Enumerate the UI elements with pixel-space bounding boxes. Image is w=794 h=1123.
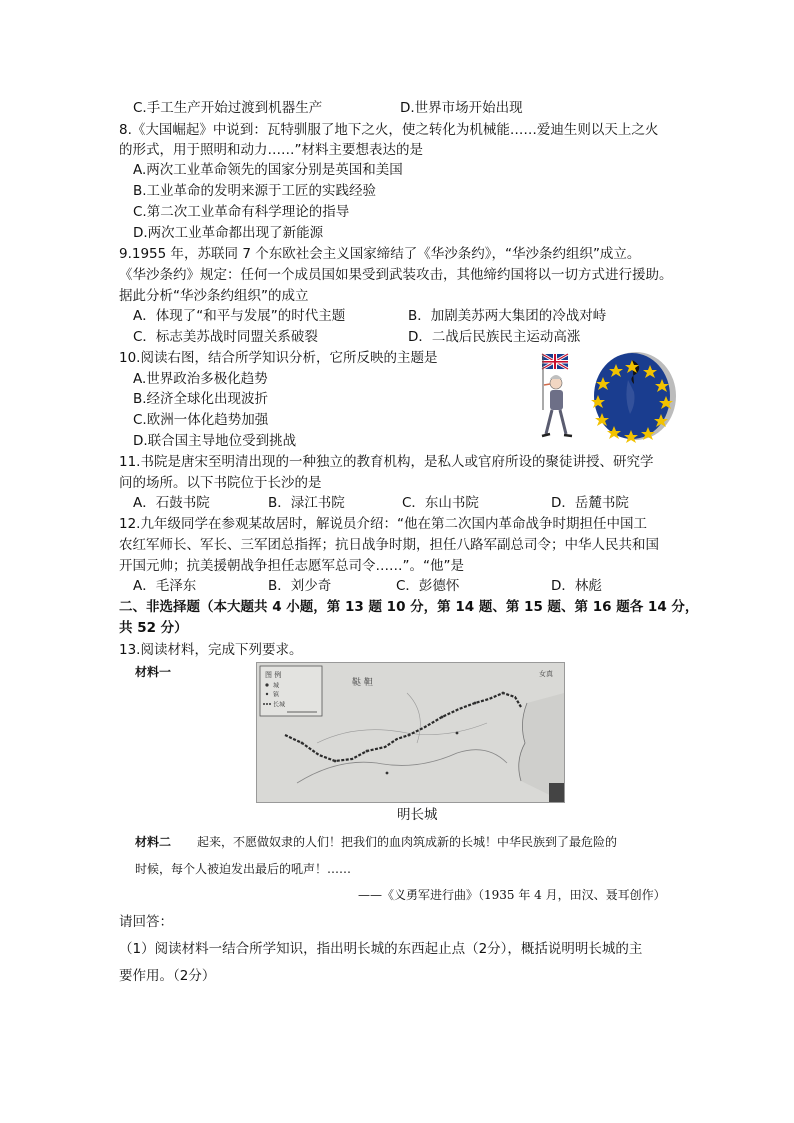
q12-option-a: A．毛泽东 bbox=[133, 578, 197, 594]
map-region-label: 鞑 靼 bbox=[352, 678, 373, 688]
q9-option-c: C．标志美苏战时同盟关系破裂 bbox=[133, 329, 318, 345]
map-label-nuzhen: 女真 bbox=[539, 670, 553, 678]
map-legend-item-town: 镇 bbox=[273, 691, 280, 699]
q13-material2-text-line1: 起来，不愿做奴隶的人们！把我们的血肉筑成新的长城！中华民族到了最危险的 bbox=[197, 835, 618, 849]
q10-option-d: D.联合国主导地位受到挑战 bbox=[133, 433, 297, 449]
map-image bbox=[257, 663, 564, 802]
q13-intro: 13.阅读材料，完成下列要求。 bbox=[119, 642, 303, 658]
q11-option-d: D．岳麓书院 bbox=[551, 495, 629, 511]
q9-stem-line1: 9.1955 年，苏联同 7 个东欧社会主义国家缔结了《华沙条约》，“华沙条约组织”成立。 bbox=[119, 246, 641, 262]
q7-option-d: D.世界市场开始出现 bbox=[400, 100, 523, 116]
q13-material2-label: 材料二 bbox=[135, 835, 172, 849]
q10-option-b: B.经济全球化出现波折 bbox=[133, 391, 269, 407]
ming-great-wall-map bbox=[256, 662, 565, 803]
q8-option-c: C.第二次工业革命有科学理论的指导 bbox=[133, 204, 350, 220]
q10-stem: 10.阅读右图，结合所学知识分析，它所反映的主题是 bbox=[119, 350, 438, 366]
map-caption: 明长城 bbox=[397, 807, 438, 823]
q12-option-c: C．彭德怀 bbox=[396, 578, 460, 594]
q11-stem-line2: 问的场所。以下书院位于长沙的是 bbox=[119, 475, 322, 491]
q13-material2-source: ——《义勇军进行曲》（1935 年 4 月，田汉、聂耳创作） bbox=[358, 888, 666, 902]
q8-stem-line2: 的形式，用于照明和动力……”材料主要想表达的是 bbox=[119, 142, 423, 158]
q8-option-a: A.两次工业革命领先的国家分别是英国和美国 bbox=[133, 162, 403, 178]
q12-stem-line1: 12.九年级同学在参观某故居时，解说员介绍：“他在第二次国内革命战争时期担任中国工 bbox=[119, 516, 647, 532]
q9-stem-line3: 据此分析“华沙条约组织”的成立 bbox=[119, 288, 309, 304]
map-legend-title: 图 例 bbox=[265, 671, 282, 679]
section2-title-line1: 二、非选择题（本大题共 4 小题，第 13 题 10 分，第 14 题、第 15 题、第 16 题各 14 分， bbox=[119, 599, 699, 615]
q8-option-b: B.工业革命的发明来源于工匠的实践经验 bbox=[133, 183, 377, 199]
q9-stem-line2: 《华沙条约》规定：任何一个成员国如果受到武装攻击，其他缔约国将以一切方式进行援助。 bbox=[119, 267, 673, 283]
q8-stem-line1: 8.《大国崛起》中说到：瓦特驯服了地下之火，使之转化为机械能……爱迪生则以天上之火 bbox=[119, 122, 659, 138]
q13-material2-text-line2: 时候，每个人被迫发出最后的吼声！…… bbox=[135, 862, 352, 876]
q9-option-d: D．二战后民族民主运动高涨 bbox=[408, 329, 581, 345]
q11-option-b: B．渌江书院 bbox=[268, 495, 345, 511]
section2-title-line2: 共 52 分） bbox=[119, 620, 188, 636]
q13-material1-label: 材料一 bbox=[135, 665, 172, 679]
q10-option-a: A.世界政治多极化趋势 bbox=[133, 371, 268, 387]
q11-option-c: C．东山书院 bbox=[402, 495, 479, 511]
q9-option-b: B．加剧美苏两大集团的冷战对峙 bbox=[408, 308, 607, 324]
brexit-cartoon-image bbox=[536, 350, 682, 444]
q13-sub1-line1: （1）阅读材料一结合所学知识，指出明长城的东西起止点（2分），概括说明明长城的主 bbox=[119, 941, 643, 957]
q12-option-d: D．林彪 bbox=[551, 578, 602, 594]
q9-option-a: A．体现了“和平与发展”的时代主题 bbox=[133, 308, 346, 324]
q12-stem-line2: 农红军师长、军长、三军团总指挥；抗日战争时期，担任八路军副总司令；中华人民共和国 bbox=[119, 537, 659, 553]
q12-stem-line3: 开国元帅；抗美援朝战争担任志愿军总司令……”。“他”是 bbox=[119, 558, 464, 574]
q10-option-c: C.欧洲一体化趋势加强 bbox=[133, 412, 269, 428]
q11-option-a: A．石鼓书院 bbox=[133, 495, 210, 511]
cartoon-illustration bbox=[536, 350, 682, 444]
map-legend-item-wall: 长城 bbox=[273, 701, 286, 709]
q13-sub1-line2: 要作用。（2分） bbox=[119, 968, 216, 984]
q12-option-b: B．刘少奇 bbox=[268, 578, 332, 594]
map-legend-item-city: 城 bbox=[273, 682, 280, 690]
q13-answer-prompt: 请回答： bbox=[119, 914, 173, 930]
q7-option-c: C.手工生产开始过渡到机器生产 bbox=[133, 100, 323, 116]
q11-stem-line1: 11.书院是唐宋至明清出现的一种独立的教育机构，是私人或官府所设的聚徒讲授、研究学 bbox=[119, 454, 654, 470]
q8-option-d: D.两次工业革命都出现了新能源 bbox=[133, 225, 324, 241]
